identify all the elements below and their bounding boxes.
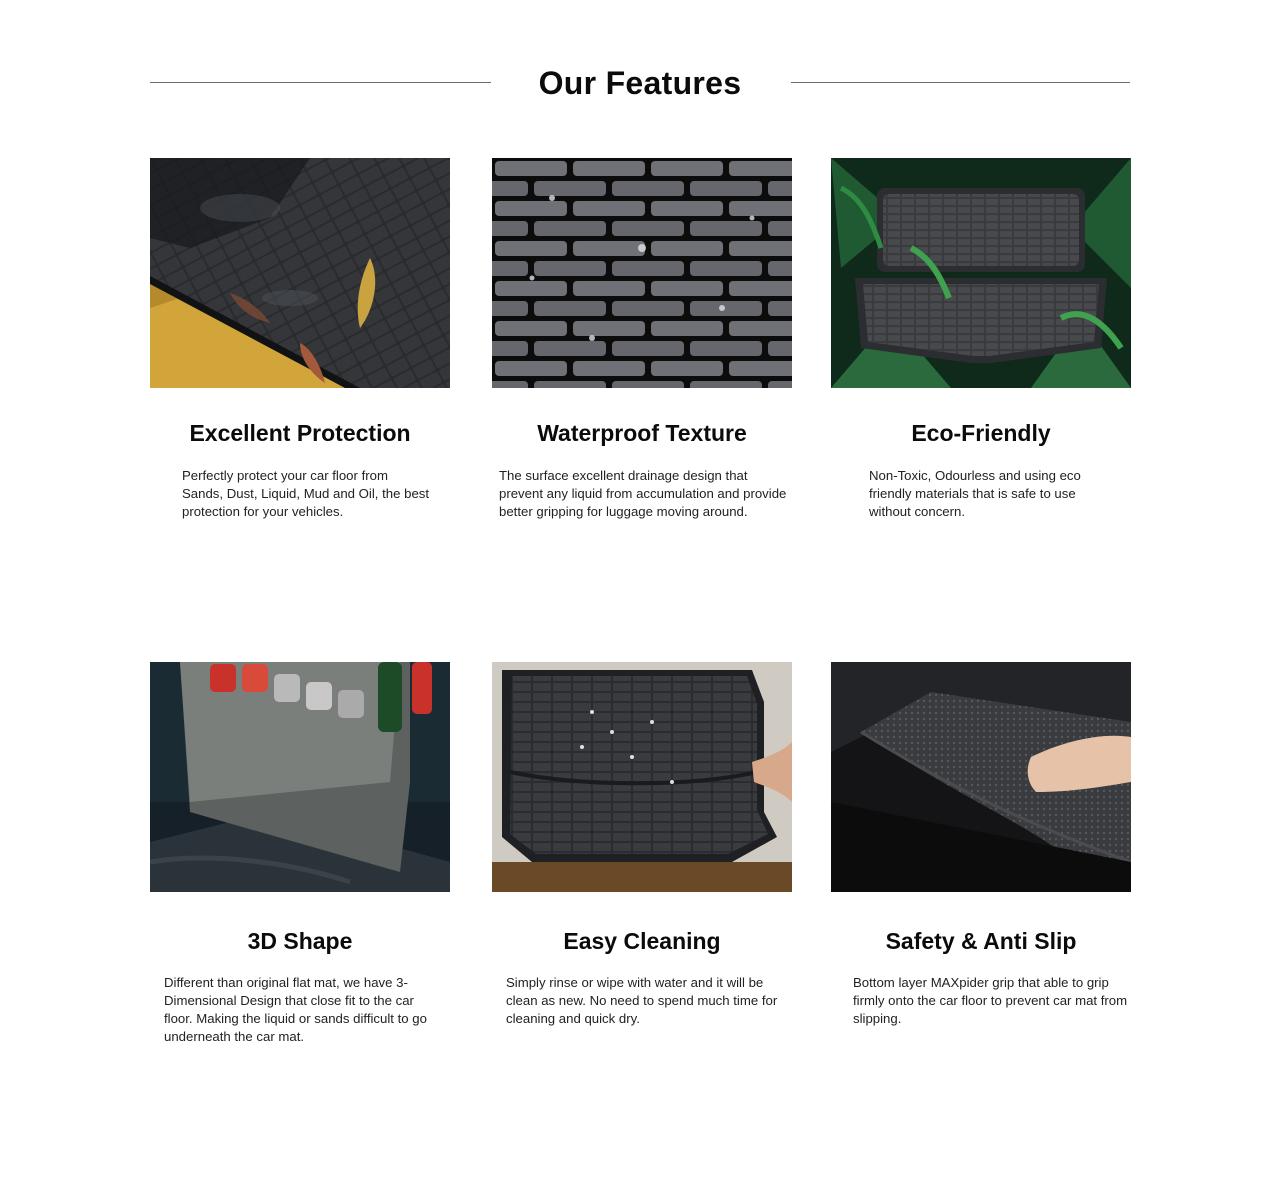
- feature-description: Different than original flat mat, we have 3-Dimensional Design that close fit to the car floor. Making the liquid or sands difficult to go underneath the car mat.: [164, 975, 427, 1044]
- feature-image-rinsed-mat: [492, 662, 792, 892]
- feature-description: Bottom layer MAXpider grip that able to grip firmly onto the car floor to prevent car mat from slipping.: [853, 975, 1128, 1026]
- wet-mat-leaves-illustration: [150, 158, 450, 388]
- feature-card-eco-friendly: [831, 158, 1131, 519]
- trunk-cans-illustration: [150, 662, 450, 892]
- feature-image-trunk-with-cans: [150, 662, 450, 892]
- feature-description: Non-Toxic, Odourless and using eco friendly materials that is safe to use without concern.: [869, 468, 1081, 519]
- feature-description: Perfectly protect your car floor from Sands, Dust, Liquid, Mud and Oil, the best protection for your vehicles.: [182, 468, 430, 519]
- feature-description: The surface excellent drainage design that prevent any liquid from accumulation and provide better gripping for luggage moving around.: [499, 468, 787, 519]
- feature-card-3d-shape: [150, 662, 450, 1044]
- feature-card-safety-anti-slip: [831, 662, 1131, 1026]
- feature-card-excellent-protection: [150, 158, 450, 519]
- feature-card-easy-cleaning: [492, 662, 792, 1026]
- feature-title: Waterproof Texture: [537, 420, 747, 446]
- feature-title: 3D Shape: [247, 928, 353, 954]
- feature-image-textured-brick-mat: [492, 158, 792, 388]
- rinsed-mat-illustration: [492, 662, 792, 892]
- brick-texture-illustration: [492, 158, 792, 388]
- feature-title: Excellent Protection: [189, 420, 411, 446]
- section-title: Our Features: [538, 65, 742, 101]
- feature-title: Safety & Anti Slip: [885, 928, 1077, 954]
- mat-ferns-illustration: [831, 158, 1131, 388]
- features-header: [150, 60, 1130, 106]
- feature-image-mat-with-ferns: [831, 158, 1131, 388]
- feature-image-mat-underside: [831, 662, 1131, 892]
- mat-underside-illustration: [831, 662, 1131, 892]
- feature-title: Easy Cleaning: [563, 928, 721, 954]
- feature-description: Simply rinse or wipe with water and it will be clean as new. No need to spend much time for cleaning and quick dry.: [506, 975, 778, 1026]
- feature-card-waterproof-texture: [492, 158, 792, 519]
- header-divider-right: [791, 82, 1130, 83]
- feature-title: Eco-Friendly: [911, 420, 1051, 446]
- feature-image-wet-mat-with-leaves: [150, 158, 450, 388]
